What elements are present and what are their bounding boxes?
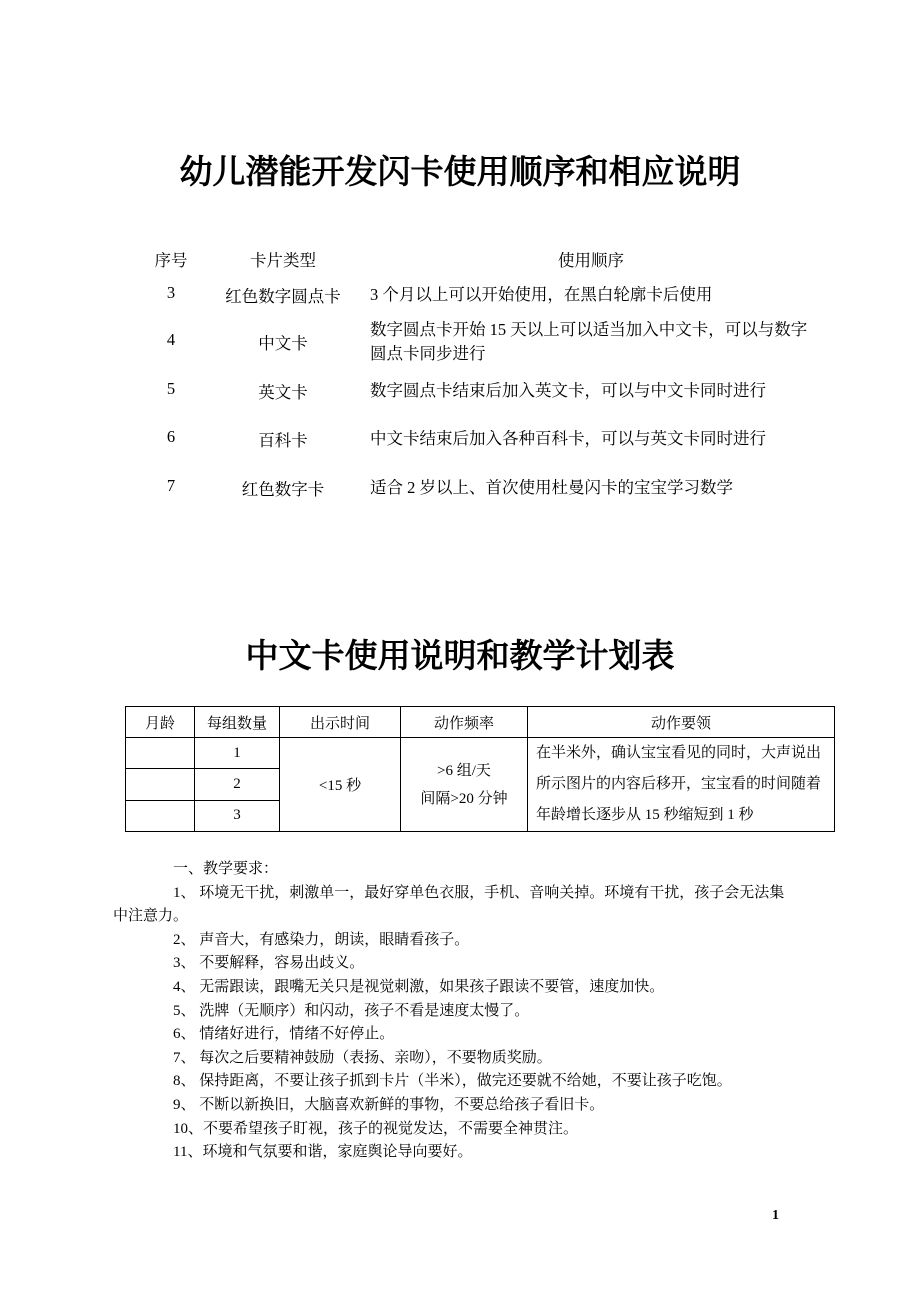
row-usage: 数字圆点卡开始 15 天以上可以适当加入中文卡，可以与数字圆点卡同步进行 bbox=[370, 320, 808, 363]
header-count: 每组数量 bbox=[195, 707, 280, 738]
row-usage: 3 个月以上可以开始使用，在黑白轮廓卡后使用 bbox=[370, 285, 713, 304]
header-method: 动作要领 bbox=[528, 707, 835, 738]
row-type: 红色数字圆点卡 bbox=[225, 287, 341, 306]
requirement-item: 5、 洗牌（无顺序）和闪动，孩子不看是速度太慢了。 bbox=[173, 1002, 530, 1019]
header-no: 序号 bbox=[154, 251, 188, 270]
header-type: 卡片类型 bbox=[250, 251, 316, 270]
method-cell: 在半米外，确认宝宝看见的同时，大声说出所示图片的内容后移开，宝宝看的时间随着年龄增长逐步从 15 秒缩短到 1 秒 bbox=[528, 738, 835, 832]
requirement-item: 11、环境和气氛要和谐，家庭舆论导向要好。 bbox=[173, 1144, 473, 1161]
age-cell bbox=[126, 800, 195, 831]
row-no: 4 bbox=[166, 330, 176, 349]
row-no: 5 bbox=[166, 379, 176, 398]
row-type: 红色数字卡 bbox=[241, 480, 325, 499]
requirement-item: 4、 无需跟读，跟嘴无关只是视觉刺激，如果孩子跟读不要管，速度加快。 bbox=[173, 978, 665, 995]
requirement-item: 7、 每次之后要精神鼓励（表扬、亲吻），不要物质奖励。 bbox=[173, 1049, 552, 1066]
requirement-item: 8、 保持距离，不要让孩子抓到卡片（半米），做完还要就不给她，不要让孩子吃饱。 bbox=[173, 1073, 732, 1090]
count-cell: 2 bbox=[195, 769, 280, 800]
table-row bbox=[126, 738, 835, 769]
row-usage: 中文卡结束后加入各种百科卡，可以与英文卡同时进行 bbox=[370, 429, 766, 448]
header-age: 月龄 bbox=[126, 707, 195, 738]
page-number: 1 bbox=[772, 1208, 779, 1223]
header-frequency: 动作频率 bbox=[401, 707, 528, 738]
section-title: 中文卡使用说明和教学计划表 bbox=[245, 636, 675, 675]
age-cell bbox=[126, 769, 195, 800]
count-cell: 1 bbox=[195, 738, 280, 769]
count-cell: 3 bbox=[195, 800, 280, 831]
requirement-item: 1、 环境无干扰，刺激单一，最好穿单色衣服，手机、音响关掉。环境有干扰，孩子会无法集中注意力。 bbox=[113, 884, 785, 925]
requirement-item: 6、 情绪好进行，情绪不好停止。 bbox=[173, 1026, 395, 1043]
row-type: 英文卡 bbox=[258, 383, 308, 402]
requirement-item: 3、 不要解释，容易出歧义。 bbox=[173, 955, 365, 972]
teaching-plan-table bbox=[125, 706, 835, 832]
requirement-item: 10、不要希望孩子盯视，孩子的视觉发达，不需要全神贯注。 bbox=[173, 1120, 579, 1137]
row-type: 百科卡 bbox=[258, 431, 308, 450]
row-usage: 数字圆点卡结束后加入英文卡，可以与中文卡同时进行 bbox=[370, 381, 766, 400]
row-no: 7 bbox=[166, 476, 176, 495]
header-usage: 使用顺序 bbox=[558, 251, 624, 270]
row-no: 6 bbox=[166, 427, 176, 446]
show-time-cell: <15 秒 bbox=[280, 738, 401, 832]
requirement-item: 2、 声音大，有感染力，朗读，眼睛看孩子。 bbox=[173, 931, 470, 948]
row-type: 中文卡 bbox=[258, 334, 308, 353]
row-no: 3 bbox=[166, 283, 176, 302]
row-usage: 适合 2 岁以上、首次使用杜曼闪卡的宝宝学习数学 bbox=[370, 478, 733, 497]
interval-line: 间隔>20 分钟 bbox=[420, 790, 508, 807]
document-title: 幼儿潜能开发闪卡使用顺序和相应说明 bbox=[179, 152, 741, 191]
requirement-item: 9、 不断以新换旧，大脑喜欢新鲜的事物，不要总给孩子看旧卡。 bbox=[173, 1096, 605, 1113]
frequency-cell bbox=[401, 738, 528, 832]
age-cell bbox=[126, 738, 195, 769]
header-show-time: 出示时间 bbox=[280, 707, 401, 738]
teaching-requirements bbox=[113, 858, 793, 1165]
table-header bbox=[126, 707, 835, 738]
frequency-line: >6 组/天 bbox=[437, 762, 491, 779]
requirements-heading: 一、教学要求： bbox=[173, 861, 279, 877]
